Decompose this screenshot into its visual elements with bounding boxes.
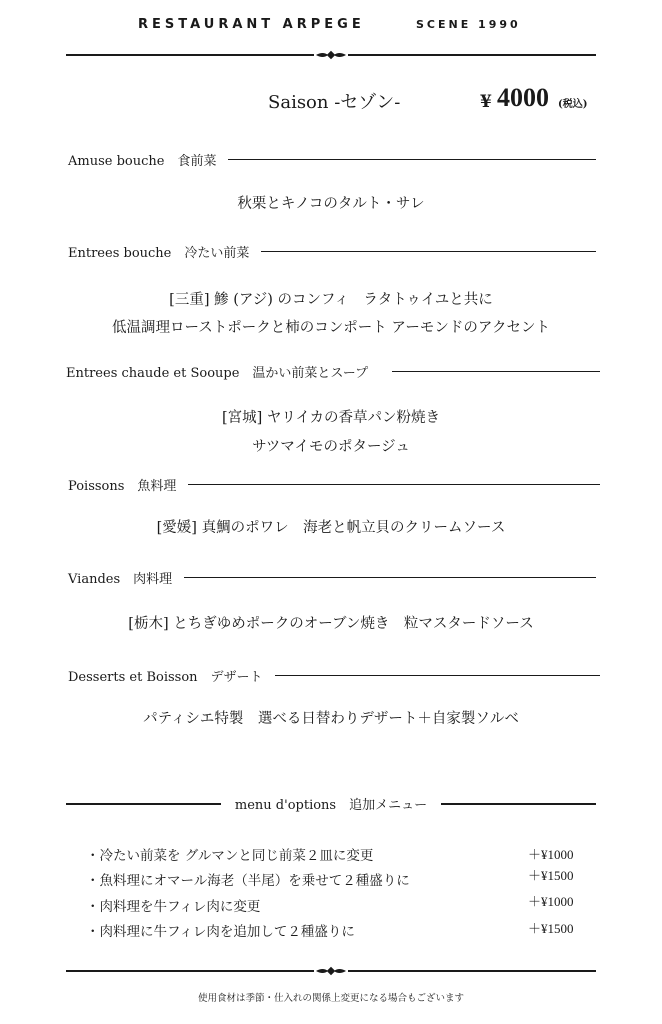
section-heading-desserts xyxy=(68,666,600,685)
top-ornament-divider xyxy=(66,49,596,61)
section-heading-label: Entrees bouche 冷たい前菜 xyxy=(68,246,250,261)
dish-item: サツマイモのポタージュ xyxy=(252,439,410,455)
dish-item: パティシエ特製 選べる日替わりデザート＋自家製ソルベ xyxy=(143,711,519,727)
section-heading-label: Poissons 魚料理 xyxy=(68,479,177,494)
price-currency: ¥ xyxy=(480,92,492,112)
section-heading-poissons xyxy=(68,475,600,494)
section-heading-entrees-hot xyxy=(66,362,600,381)
tax-note: (税込) xyxy=(558,99,588,110)
option-item: ・魚料理にオマール海老（半尾）を乗せて２種盛りに xyxy=(86,873,410,889)
section-heading-label: Amuse bouche 食前菜 xyxy=(68,154,217,169)
option-price: ＋¥1000 xyxy=(528,847,574,862)
bottom-ornament-divider xyxy=(66,965,596,977)
option-price: ＋¥1000 xyxy=(528,894,574,909)
section-heading-entrees-cold xyxy=(68,242,596,261)
scene-label: SCENE 1990 xyxy=(416,18,521,31)
dish-item: [三重] 鯵 (アジ) のコンフィ ラタトゥイユと共に xyxy=(169,292,493,308)
restaurant-name: RESTAURANT ARPEGE xyxy=(138,17,365,32)
option-item: ・肉料理を牛フィレ肉に変更 xyxy=(86,899,261,915)
dish-item: [愛媛] 真鯛のポワレ 海老と帆立貝のクリームソース xyxy=(156,520,506,536)
dish-item: 低温調理ローストポークと柿のコンポート アーモンドのアクセント xyxy=(111,320,550,336)
options-title: menu d'options 追加メニュー xyxy=(234,798,428,813)
dish-item: 秋栗とキノコのタルト・サレ xyxy=(237,196,425,212)
dish-item: [宮城] ヤリイカの香草パン粉焼き xyxy=(221,410,441,426)
section-heading-label: Desserts et Boisson デザート xyxy=(68,670,263,685)
option-item: ・冷たい前菜を グルマンと同じ前菜２皿に変更 xyxy=(86,848,374,864)
section-heading-amuse xyxy=(68,150,596,169)
options-heading xyxy=(66,794,596,813)
footer-note: 使用食材は季節・仕入れの関係上変更になる場合もございます xyxy=(197,993,464,1004)
section-heading-label: Entrees chaude et Sooupe 温かい前菜とスープ xyxy=(66,366,369,381)
dish-item: [栃木] とちぎゆめポークのオーブン焼き 粒マスタードソース xyxy=(128,616,534,632)
option-item: ・肉料理に牛フィレ肉を追加して２種盛りに xyxy=(86,924,355,940)
option-price: ＋¥1500 xyxy=(528,921,574,936)
course-title: Saison -セゾン- xyxy=(268,92,401,113)
option-price: ＋¥1500 xyxy=(528,868,574,883)
course-price: 4000 xyxy=(497,83,549,112)
section-heading-viandes xyxy=(68,568,596,587)
section-heading-label: Viandes 肉料理 xyxy=(68,572,173,587)
